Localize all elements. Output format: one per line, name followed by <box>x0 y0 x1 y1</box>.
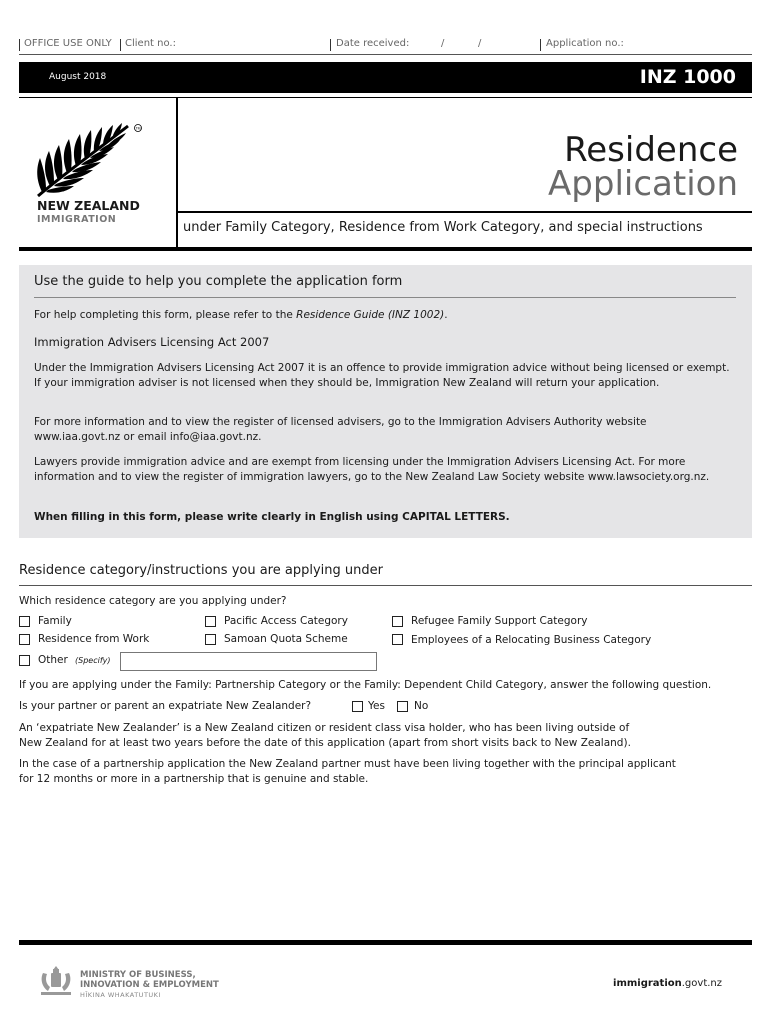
divider <box>19 247 752 251</box>
page-title-application: Application <box>548 164 738 204</box>
divider <box>19 97 752 98</box>
office-use-row <box>19 36 752 55</box>
family-label: Family <box>38 615 72 627</box>
category-heading: Residence category/instructions you are applying under <box>19 563 383 578</box>
partnership-note: If you are applying under the Family: Partnership Category or the Family: Dependent Child Category, answer the following question. <box>19 679 712 691</box>
family-checkbox[interactable] <box>19 616 30 627</box>
residence-from-work-label: Residence from Work <box>38 633 150 645</box>
divider <box>19 940 752 945</box>
trademark-mark: TM <box>135 126 141 131</box>
other-checkbox[interactable] <box>19 655 30 666</box>
act-paragraph: Under the Immigration Advisers Licensing Act 2007 it is an offence to provide immigration advice without being licensed or exempt. If your immigration adviser is not licensed when they should be, Immigration New Zealand will return your application. <box>34 362 730 389</box>
pacific-access-label: Pacific Access Category <box>224 615 348 627</box>
samoan-quota-checkbox[interactable] <box>205 634 216 645</box>
refugee-family-checkbox[interactable] <box>392 616 403 627</box>
expat-yes-label: Yes <box>368 700 385 712</box>
residence-guide-ref: Residence Guide (INZ 1002) <box>296 309 445 321</box>
pacific-access-checkbox[interactable] <box>205 616 216 627</box>
logo-immigration: IMMIGRATION <box>37 214 117 225</box>
samoan-quota-label: Samoan Quota Scheme <box>224 633 348 645</box>
partnership-requirement-line2: for 12 months or more in a partnership that is genuine and stable. <box>19 773 369 785</box>
specify-hint: (Specify) <box>75 656 111 665</box>
expat-definition-line2: New Zealand for at least two years before the date of this application (apart from short visits back to New Zealand). <box>19 737 631 749</box>
guide-panel <box>19 265 752 538</box>
form-code: INZ 1000 <box>639 66 736 88</box>
ministry-name-line1: MINISTRY OF BUSINESS, <box>80 970 196 980</box>
date-slash: / <box>441 38 445 49</box>
guide-heading: Use the guide to help you complete the application form <box>34 274 403 289</box>
application-no-field[interactable]: Application no.: <box>546 38 624 49</box>
other-specify-input[interactable] <box>120 652 377 671</box>
divider <box>19 585 752 586</box>
partnership-requirement-line1: In the case of a partnership application the New Zealand partner must have been living together with the principal applicant <box>19 758 676 770</box>
divider <box>120 39 121 51</box>
help-text: For help completing this form, please refer to the Residence Guide (INZ 1002). <box>34 309 448 321</box>
expat-yes-checkbox[interactable] <box>352 701 363 712</box>
divider <box>19 39 20 51</box>
other-label: Other <box>38 654 68 666</box>
residence-from-work-checkbox[interactable] <box>19 634 30 645</box>
form-date: August 2018 <box>49 72 107 82</box>
divider <box>176 97 178 247</box>
divider <box>177 211 752 213</box>
act-heading: Immigration Advisers Licensing Act 2007 <box>34 335 270 349</box>
office-use-label: OFFICE USE ONLY <box>24 38 112 49</box>
website-link[interactable]: immigration.govt.nz <box>613 978 722 989</box>
refugee-family-label: Refugee Family Support Category <box>411 615 588 627</box>
employees-relocating-checkbox[interactable] <box>392 634 403 645</box>
date-received-field[interactable]: Date received: <box>336 38 410 49</box>
divider <box>330 39 331 51</box>
silver-fern-logo-icon <box>34 118 146 200</box>
page-title-residence: Residence <box>564 130 738 170</box>
employees-relocating-label: Employees of a Relocating Business Category <box>411 634 652 646</box>
expat-question: Is your partner or parent an expatriate New Zealander? <box>19 700 312 712</box>
divider <box>34 297 736 298</box>
nz-coat-of-arms-icon <box>38 965 74 999</box>
date-slash: / <box>478 38 482 49</box>
capital-letters-note: When filling in this form, please write clearly in English using CAPITAL LETTERS. <box>34 511 510 523</box>
expat-definition-line1: An ‘expatriate New Zealander’ is a New Zealand citizen or resident class visa holder, who has been living outside of <box>19 722 630 734</box>
logo-new-zealand: NEW ZEALAND <box>37 198 140 213</box>
iaa-paragraph: For more information and to view the register of licensed advisers, go to the Immigration Advisers Authority website www.iaa.govt.nz or email info@iaa.govt.nz. <box>34 416 647 443</box>
expat-no-label: No <box>414 700 429 712</box>
header-bar <box>19 62 752 93</box>
lawyers-paragraph: Lawyers provide immigration advice and are exempt from licensing under the Immigration Advisers Licensing Act. For more information and to view the register of immigration lawyers, go to the New Zealand Law Society website www.lawsociety.org.nz. <box>34 456 710 483</box>
ministry-maori-name: HĪKINA WHAKATUTUKI <box>80 991 161 999</box>
page-subtitle: under Family Category, Residence from Work Category, and special instructions <box>183 220 703 235</box>
client-no-field[interactable]: Client no.: <box>125 38 176 49</box>
expat-no-checkbox[interactable] <box>397 701 408 712</box>
category-question: Which residence category are you applying under? <box>19 595 287 607</box>
divider <box>540 39 541 51</box>
ministry-name-line2: INNOVATION & EMPLOYMENT <box>80 980 219 990</box>
